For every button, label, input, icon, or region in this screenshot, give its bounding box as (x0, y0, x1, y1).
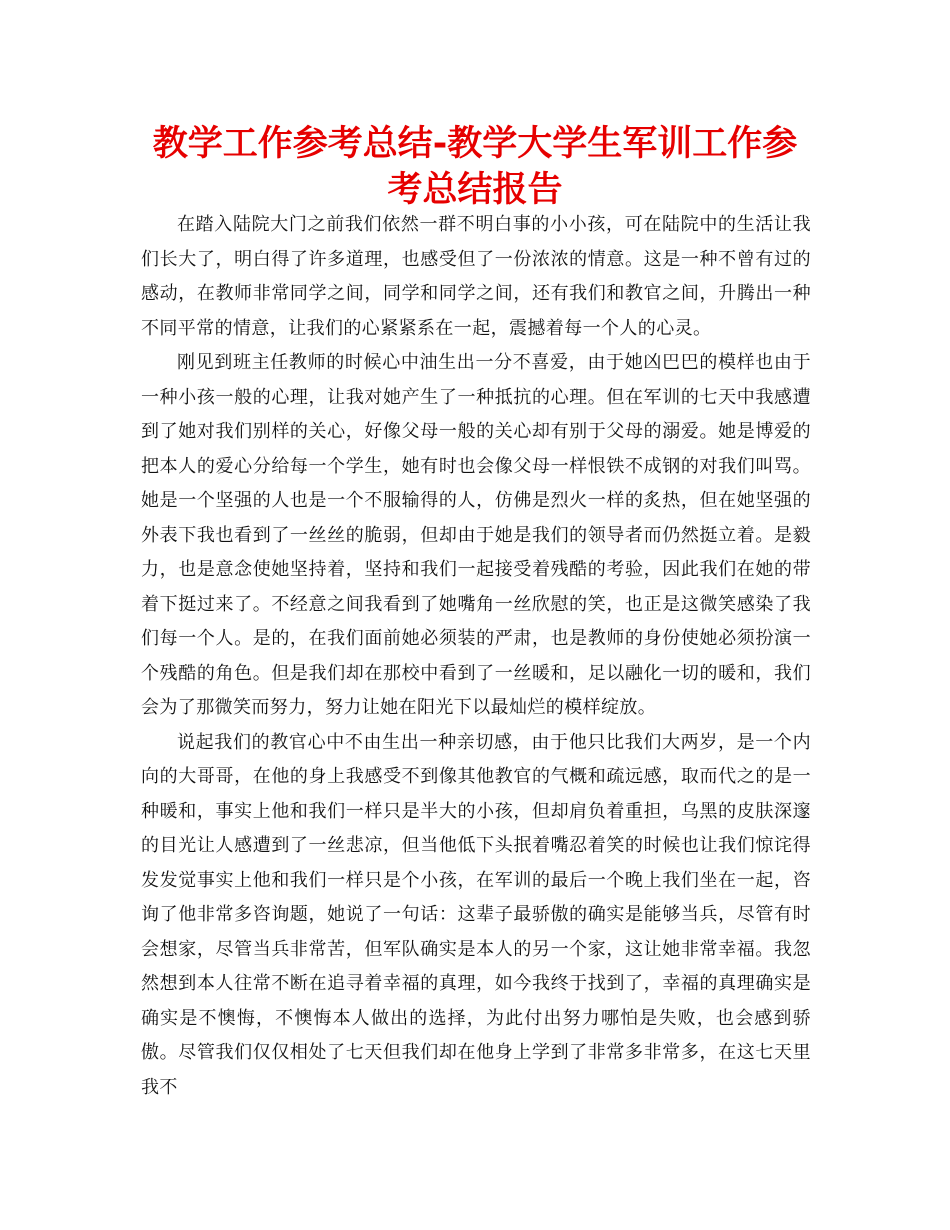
paragraph-3: 说起我们的教官心中不由生出一种亲切感，由于他只比我们大两岁，是一个内向的大哥哥，在他的身上我感受不到像其他教官的气概和疏远感，取而代之的是一种暖和，事实上他和我们一样只是半大的小孩，但却肩负着重担，乌黑的皮肤深邃的目光让人感遭到了一丝悲凉，但当他低下头抿着嘴忍着笑的时候也让我们惊诧得发发觉事实上他和我们一样只是个小孩，在军训的最后一个晚上我们坐在一起，咨询了他非常多咨询题，她说了一句话：这辈子最骄傲的确实是能够当兵，尽管有时会想家，尽管当兵非常苦，但军队确实是本人的另一个家，这让她非常幸福。我忽然想到本人往常不断在追寻着幸福的真理，如今我终于找到了，幸福的真理确实是确实是不懊悔，不懊悔本人做出的选择，为此付出努力哪怕是失败，也会感到骄傲。尽管我们仅仅相处了七天但我们却在他身上学到了非常多非常多，在这七天里我不 (141, 731, 811, 1098)
page-title: 教学工作参考总结-教学大学生军训工作参考总结报告 (152, 124, 798, 210)
paragraph-2: 刚见到班主任教师的时候心中油生出一分不喜爱，由于她凶巴巴的模样也由于一种小孩一般的心理，让我对她产生了一种抵抗的心理。但在军训的七天中我感遭到了她对我们别样的关心，好像父母一般的关心却有别于父母的溺爱。她是博爱的把本人的爱心分给每一个学生，她有时也会像父母一样恨铁不成钢的对我们叫骂。她是一个坚强的人也是一个不服输得的人，仿佛是烈火一样的炙热，但在她坚强的外表下我也看到了一丝丝的脆弱，但却由于她是我们的领导者而仍然挺立着。是毅力，也是意念使她坚持着，坚持和我们一起接受着残酷的考验，因此我们在她的带着下挺过来了。不经意之间我看到了她嘴角一丝欣慰的笑，也正是这微笑感染了我们每一个人。是的，在我们面前她必须装的严肃，也是教师的身份使她必须扮演一个残酷的角色。但是我们却在那校中看到了一丝暖和，足以融化一切的暖和，我们会为了那微笑而努力，努力让她在阳光下以最灿烂的模样绽放。 (141, 352, 811, 718)
paragraph-1: 在踏入陆院大门之前我们依然一群不明白事的小小孩，可在陆院中的生活让我们长大了，明白得了许多道理，也感受但了一份浓浓的情意。这是一种不曾有过的感动，在教师非常同学之间，同学和同学之间，还有我们和教官之间，升腾出一种不同平常的情意，让我们的心紧紧系在一起，震撼着每一个人的心灵。 (141, 214, 811, 339)
document-body (141, 208, 811, 1105)
